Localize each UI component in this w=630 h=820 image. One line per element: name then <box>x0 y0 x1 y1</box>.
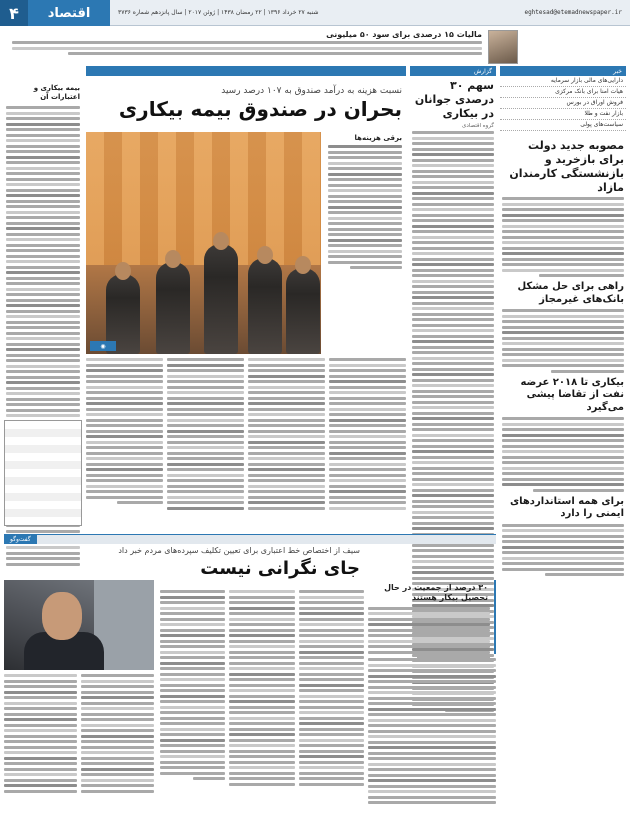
quote-headline[interactable]: ۳۰ درصد از جمعیت در حال تحصیل بیکار هستند <box>384 583 488 603</box>
photo-face <box>213 232 229 250</box>
right-headline-2[interactable]: راهی برای حل مشکل بانک‌های غیرمجاز <box>517 281 624 305</box>
photo-person <box>156 262 190 354</box>
news-item[interactable]: هیات امنا برای بانک مرکزی <box>500 87 626 98</box>
article-text <box>86 358 406 512</box>
text-line <box>12 41 482 44</box>
right-column <box>500 66 626 816</box>
article-text <box>500 309 626 373</box>
photo-background <box>86 132 321 265</box>
article-text <box>500 417 626 492</box>
main-kicker: نسبت هزینه به درآمد صندوق به ۱۰۷ درصد رسید <box>221 86 402 96</box>
news-item[interactable]: سیاست‌های پولی <box>500 120 626 131</box>
photo-face <box>295 256 311 274</box>
bottom-story <box>4 534 496 816</box>
news-section-head: خبر <box>500 66 626 76</box>
report-headline[interactable]: سهم ۳۰ درصدی جوانان در بیکاری <box>414 79 494 120</box>
photo-person <box>286 268 320 354</box>
report-column <box>410 66 496 530</box>
dateline: شنبه ۲۷ خرداد ۱۳۹۶ | ۲۲ رمضان ۱۴۳۸ | ژوئن ۲۰۱۷ | سال پانزدهم شماره ۳۷۳۶ <box>118 9 319 16</box>
text-line <box>12 47 482 50</box>
bottom-section-label: گفت‌وگو <box>4 535 37 544</box>
photo-face <box>115 262 131 280</box>
photo-person <box>204 244 238 354</box>
main-photo <box>86 132 321 354</box>
right-headline-4[interactable]: برای همه استانداردهای ایمنی را دارد <box>509 495 624 520</box>
bottom-headline[interactable]: جای نگرانی نیست <box>200 558 360 579</box>
bottom-section-bar <box>4 534 496 544</box>
left-headline[interactable]: بیمه بیکاری و اعتبارات آن <box>33 84 80 102</box>
text-line <box>68 52 482 55</box>
bottom-photo <box>4 580 154 670</box>
stats-title: برقی هزینه‌ها <box>354 134 402 142</box>
article-text <box>160 590 364 788</box>
camera-icon: ◉ <box>90 341 116 351</box>
photo-person <box>248 258 282 354</box>
page-number: ۴ <box>0 0 28 26</box>
lead-story <box>12 30 482 64</box>
website-email[interactable]: eghtesad@etemadnewspaper.ir <box>524 9 622 16</box>
header-strip <box>110 0 630 26</box>
main-section-bar <box>86 66 406 76</box>
photo-face <box>165 250 181 268</box>
report-byline: گروه اقتصادی <box>462 123 494 130</box>
news-item[interactable]: دارایی‌های مالی بازار سرمایه <box>500 76 626 87</box>
article-text <box>326 145 404 269</box>
news-item[interactable]: بازار نفت و طلا <box>500 109 626 120</box>
section-label: اقتصاد <box>28 0 110 26</box>
main-story <box>86 66 406 530</box>
lead-title: مالیات ۱۵ درصدی برای سود ۵۰ میلیونی <box>326 30 482 39</box>
quote-box <box>368 580 496 654</box>
article-text <box>4 674 154 795</box>
right-headline-3[interactable]: بیکاری تا ۲۰۱۸ عرضه نفت از تقاضا پیشی می‌گیرد <box>520 376 624 413</box>
photo-face <box>42 592 82 640</box>
article-text <box>500 197 626 277</box>
photo-face <box>257 246 273 264</box>
article-text <box>368 658 496 807</box>
main-headline[interactable]: بحران در صندوق بیمه بیکاری <box>118 97 402 121</box>
data-table <box>4 420 82 526</box>
page-header <box>0 0 630 26</box>
right-headline-1[interactable]: مصوبه جدید دولت برای بازخرید و بازنشستگی کارمندان مازاد <box>509 139 624 194</box>
report-label: گزارش <box>410 66 496 76</box>
news-item[interactable]: فروش اوراق در بورس <box>500 98 626 109</box>
article-text <box>500 524 626 577</box>
stats-box <box>326 132 404 354</box>
bottom-kicker: سیف از اختصاص خط اعتباری برای تعیین تکلیف سپرده‌های مردم خبر داد <box>118 546 360 555</box>
columnist-photo <box>488 30 518 64</box>
